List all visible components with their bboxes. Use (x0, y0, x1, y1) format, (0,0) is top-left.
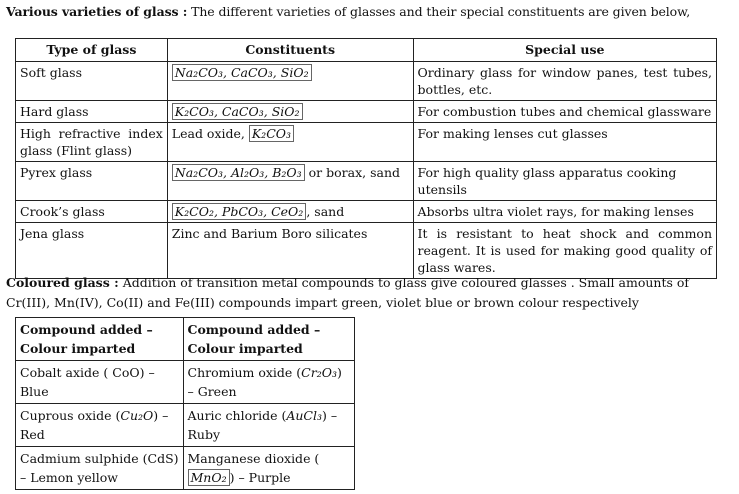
colour-compounds-table (15, 317, 355, 490)
type-cell: High refractive index glass (Flint glass) (16, 123, 168, 162)
use-cell: For combustion tubes and chemical glassware (413, 101, 716, 123)
compound-name: Manganese dioxide ( (187, 451, 320, 466)
intro-label: Various varieties of glass : (6, 4, 188, 19)
header-line: Compound added – (187, 322, 321, 337)
formula: AuCl₃ (286, 408, 322, 423)
table-row (16, 101, 717, 123)
type-cell: Soft glass (16, 62, 168, 101)
table-row (16, 404, 355, 447)
col-header-type: Type of glass (16, 39, 168, 62)
formula: Na₂CO₃, Al₂O₃, B₂O₃ (172, 164, 305, 181)
type-cell: Jena glass (16, 223, 168, 279)
constituents-cell (167, 62, 413, 101)
constituents-cell: Zinc and Barium Boro silicates (167, 223, 413, 279)
col-header-right (183, 318, 355, 361)
compound-name: Cuprous oxide ( (20, 408, 121, 423)
formula: K₂CO₃, CaCO₃, SiO₂ (172, 103, 303, 120)
type-cell: Crook’s glass (16, 201, 168, 223)
compound-cell (183, 361, 355, 404)
col-header-constituents: Constituents (167, 39, 413, 62)
formula: K₂CO₃ (249, 125, 294, 142)
compound-cell: Cobalt axide ( CoO) – Blue (16, 361, 184, 404)
use-cell: Ordinary glass for window panes, test tubes, bottles, etc. (413, 62, 716, 101)
use-cell: For making lenses cut glasses (413, 123, 716, 162)
colour-text: ) – Ruby (187, 408, 338, 442)
col-header-use: Special use (413, 39, 716, 62)
constituents-text: Lead oxide, (171, 126, 249, 141)
table-header-row (16, 318, 355, 361)
type-cell: Pyrex glass (16, 162, 168, 201)
table-row (16, 361, 355, 404)
header-line: Colour imparted (20, 341, 136, 356)
formula: Cu₂O (120, 408, 154, 423)
compound-name: Chromium oxide ( (187, 365, 302, 380)
table-row (16, 223, 717, 279)
compound-cell (16, 404, 184, 447)
use-cell: For high quality glass apparatus cooking utensils (413, 162, 716, 201)
formula: Na₂CO₃, CaCO₃, SiO₂ (172, 64, 312, 81)
table-row (16, 162, 717, 201)
colour-text: ) – Red (20, 408, 169, 442)
compound-cell (183, 447, 355, 490)
header-line: Compound added – (20, 322, 153, 337)
coloured-label: Coloured glass : (6, 275, 119, 290)
use-cell: It is resistant to heat shock and common reagent. It is used for making good quality of glass wares. (413, 223, 716, 279)
constituents-text: or borax, sand (304, 165, 400, 180)
constituents-text: , sand (306, 204, 345, 219)
header-line: Colour imparted (187, 341, 303, 356)
intro-line (6, 4, 690, 19)
table-row (16, 123, 717, 162)
formula: K₂CO₂, PbCO₃, CeO₂ (172, 203, 307, 220)
col-header-left (16, 318, 184, 361)
compound-name: Auric chloride ( (187, 408, 287, 423)
type-cell: Hard glass (16, 101, 168, 123)
table-row (16, 62, 717, 101)
constituents-cell (167, 162, 413, 201)
formula: Cr₂O₃ (301, 365, 337, 380)
compound-cell (183, 404, 355, 447)
use-cell: Absorbs ultra violet rays, for making lenses (413, 201, 716, 223)
constituents-cell (167, 101, 413, 123)
colour-text: ) – Green (187, 365, 342, 399)
coloured-text: Addition of transition metal compounds to glass give coloured glasses . Small amounts of Cr(III), Mn(IV), Co(II) and Fe(III) compounds impart green, violet blue or brown colour respectively (6, 275, 690, 310)
table-row (16, 201, 717, 223)
constituents-cell (167, 201, 413, 223)
intro-text: The different varieties of glasses and their special constituents are given below, (187, 4, 691, 19)
compound-cell: Cadmium sulphide (CdS) – Lemon yellow (16, 447, 184, 490)
table-row (16, 447, 355, 490)
formula: MnO₂ (188, 469, 230, 486)
constituents-cell (167, 123, 413, 162)
glass-varieties-table (15, 38, 717, 279)
table-header-row (16, 39, 717, 62)
coloured-glass-paragraph (6, 273, 726, 313)
colour-text: ) – Purple (229, 470, 291, 485)
